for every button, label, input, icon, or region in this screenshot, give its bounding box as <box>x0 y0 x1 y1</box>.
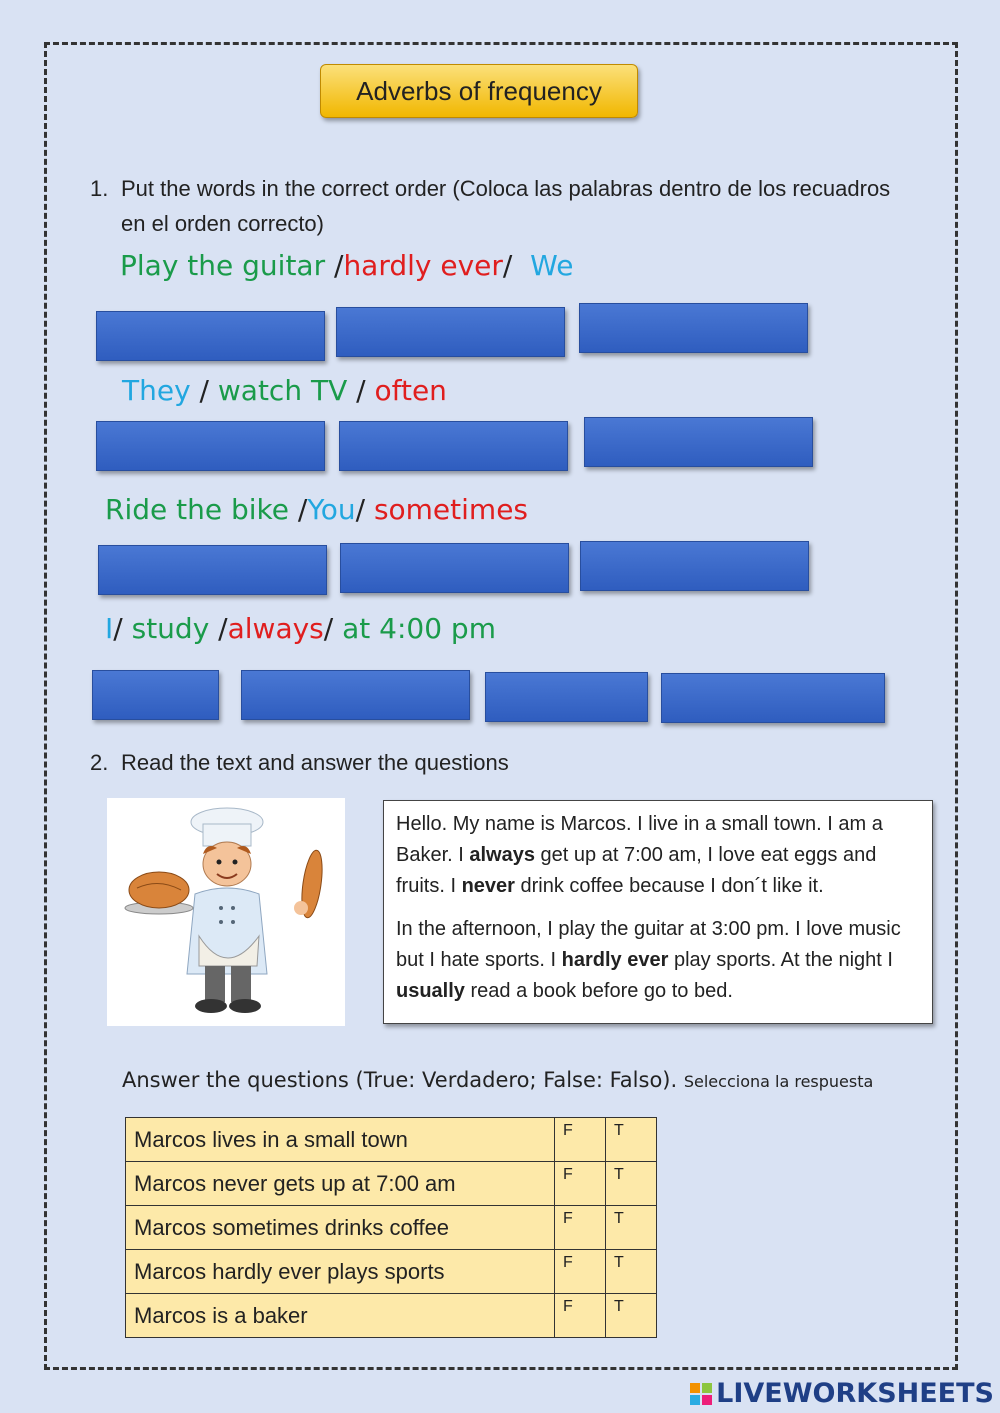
answer-slot-2-3[interactable] <box>584 417 813 467</box>
word-chunk: often <box>374 374 447 407</box>
section2-number: 2. <box>90 750 109 775</box>
word-chunk: watch TV <box>217 374 348 407</box>
separator: / <box>209 612 228 645</box>
section2-instruction: Read the text and answer the questions <box>121 750 509 775</box>
separator: / <box>355 493 374 526</box>
liveworksheets-logo <box>690 1378 994 1409</box>
question-text: Marcos never gets up at 7:00 am <box>126 1162 555 1206</box>
answer-slot-3-1[interactable] <box>98 545 327 595</box>
questions-table <box>125 1117 657 1338</box>
word-chunk: They <box>122 374 191 407</box>
brand-name: LIVEWORKSHEETS <box>716 1378 994 1409</box>
true-option[interactable]: T <box>606 1162 657 1206</box>
word-chunk: We <box>530 249 574 282</box>
answer-slot-1-3[interactable] <box>579 303 808 353</box>
answer-slot-3-2[interactable] <box>340 543 569 593</box>
word-chunk: I <box>105 612 114 645</box>
answer-slot-4-4[interactable] <box>661 673 885 723</box>
separator: / <box>502 249 531 282</box>
question-text: Marcos hardly ever plays sports <box>126 1250 555 1294</box>
chef-image <box>107 798 345 1026</box>
separator: / <box>113 612 132 645</box>
false-option[interactable]: F <box>555 1206 606 1250</box>
section1-number: 1. <box>90 176 109 201</box>
questions-heading-note: Selecciona la respuesta <box>683 1072 874 1091</box>
table-row <box>126 1206 657 1250</box>
page-title: Adverbs of frequency <box>320 64 638 118</box>
answer-slot-1-2[interactable] <box>336 307 565 357</box>
true-option[interactable]: T <box>606 1118 657 1162</box>
word-chunk: sometimes <box>373 493 529 526</box>
reading-paragraph-2: In the afternoon, I play the guitar at 3:00 pm. I love music but I hate sports. I hardly ever play sports. At the night I usually read a book before go to bed. <box>396 918 901 1002</box>
answer-slot-2-1[interactable] <box>96 421 325 471</box>
answer-slot-4-1[interactable] <box>92 670 219 720</box>
sentence-4 <box>105 612 496 645</box>
false-option[interactable]: F <box>555 1162 606 1206</box>
answer-slot-4-3[interactable] <box>485 672 648 722</box>
table-row <box>126 1250 657 1294</box>
word-chunk: always <box>227 612 324 645</box>
false-option[interactable]: F <box>555 1250 606 1294</box>
separator: / <box>288 493 308 526</box>
separator: / <box>347 374 375 407</box>
question-text: Marcos sometimes drinks coffee <box>126 1206 555 1250</box>
questions-heading: Answer the questions (True: Verdadero; False: Falso). Selecciona la respuesta <box>122 1068 874 1092</box>
section1-instruction-line2: en el orden correcto) <box>121 211 324 236</box>
reading-paragraph-1: Hello. My name is Marcos. I live in a small town. I am a Baker. I always get up at 7:00 am, I love eat eggs and fruits. I never drink coffee because I don´t like it. <box>396 813 883 897</box>
sentence-3 <box>105 493 528 526</box>
separator: / <box>190 374 218 407</box>
logo-icon <box>690 1383 712 1405</box>
word-chunk: Ride the bike <box>105 493 289 526</box>
answer-slot-4-2[interactable] <box>241 670 470 720</box>
false-option[interactable]: F <box>555 1118 606 1162</box>
table-row <box>126 1118 657 1162</box>
word-chunk: at 4:00 pm <box>342 612 496 645</box>
question-text: Marcos lives in a small town <box>126 1118 555 1162</box>
true-option[interactable]: T <box>606 1250 657 1294</box>
word-chunk: You <box>307 493 356 526</box>
table-row <box>126 1162 657 1206</box>
answer-slot-3-3[interactable] <box>580 541 809 591</box>
question-text: Marcos is a baker <box>126 1294 555 1338</box>
reading-text <box>383 800 933 1024</box>
true-option[interactable]: T <box>606 1294 657 1338</box>
answer-slot-2-2[interactable] <box>339 421 568 471</box>
word-chunk: hardly ever <box>343 249 503 282</box>
word-chunk: study <box>131 612 210 645</box>
sentence-2 <box>122 374 447 407</box>
word-chunk: Play the guitar <box>120 249 326 282</box>
table-row <box>126 1294 657 1338</box>
sentence-1 <box>120 249 573 282</box>
answer-slot-1-1[interactable] <box>96 311 325 361</box>
separator: / <box>323 612 343 645</box>
false-option[interactable]: F <box>555 1294 606 1338</box>
section1-instruction-line1: Put the words in the correct order (Coloca las palabras dentro de los recuadros <box>121 176 891 201</box>
separator: / <box>325 249 344 282</box>
true-option[interactable]: T <box>606 1206 657 1250</box>
